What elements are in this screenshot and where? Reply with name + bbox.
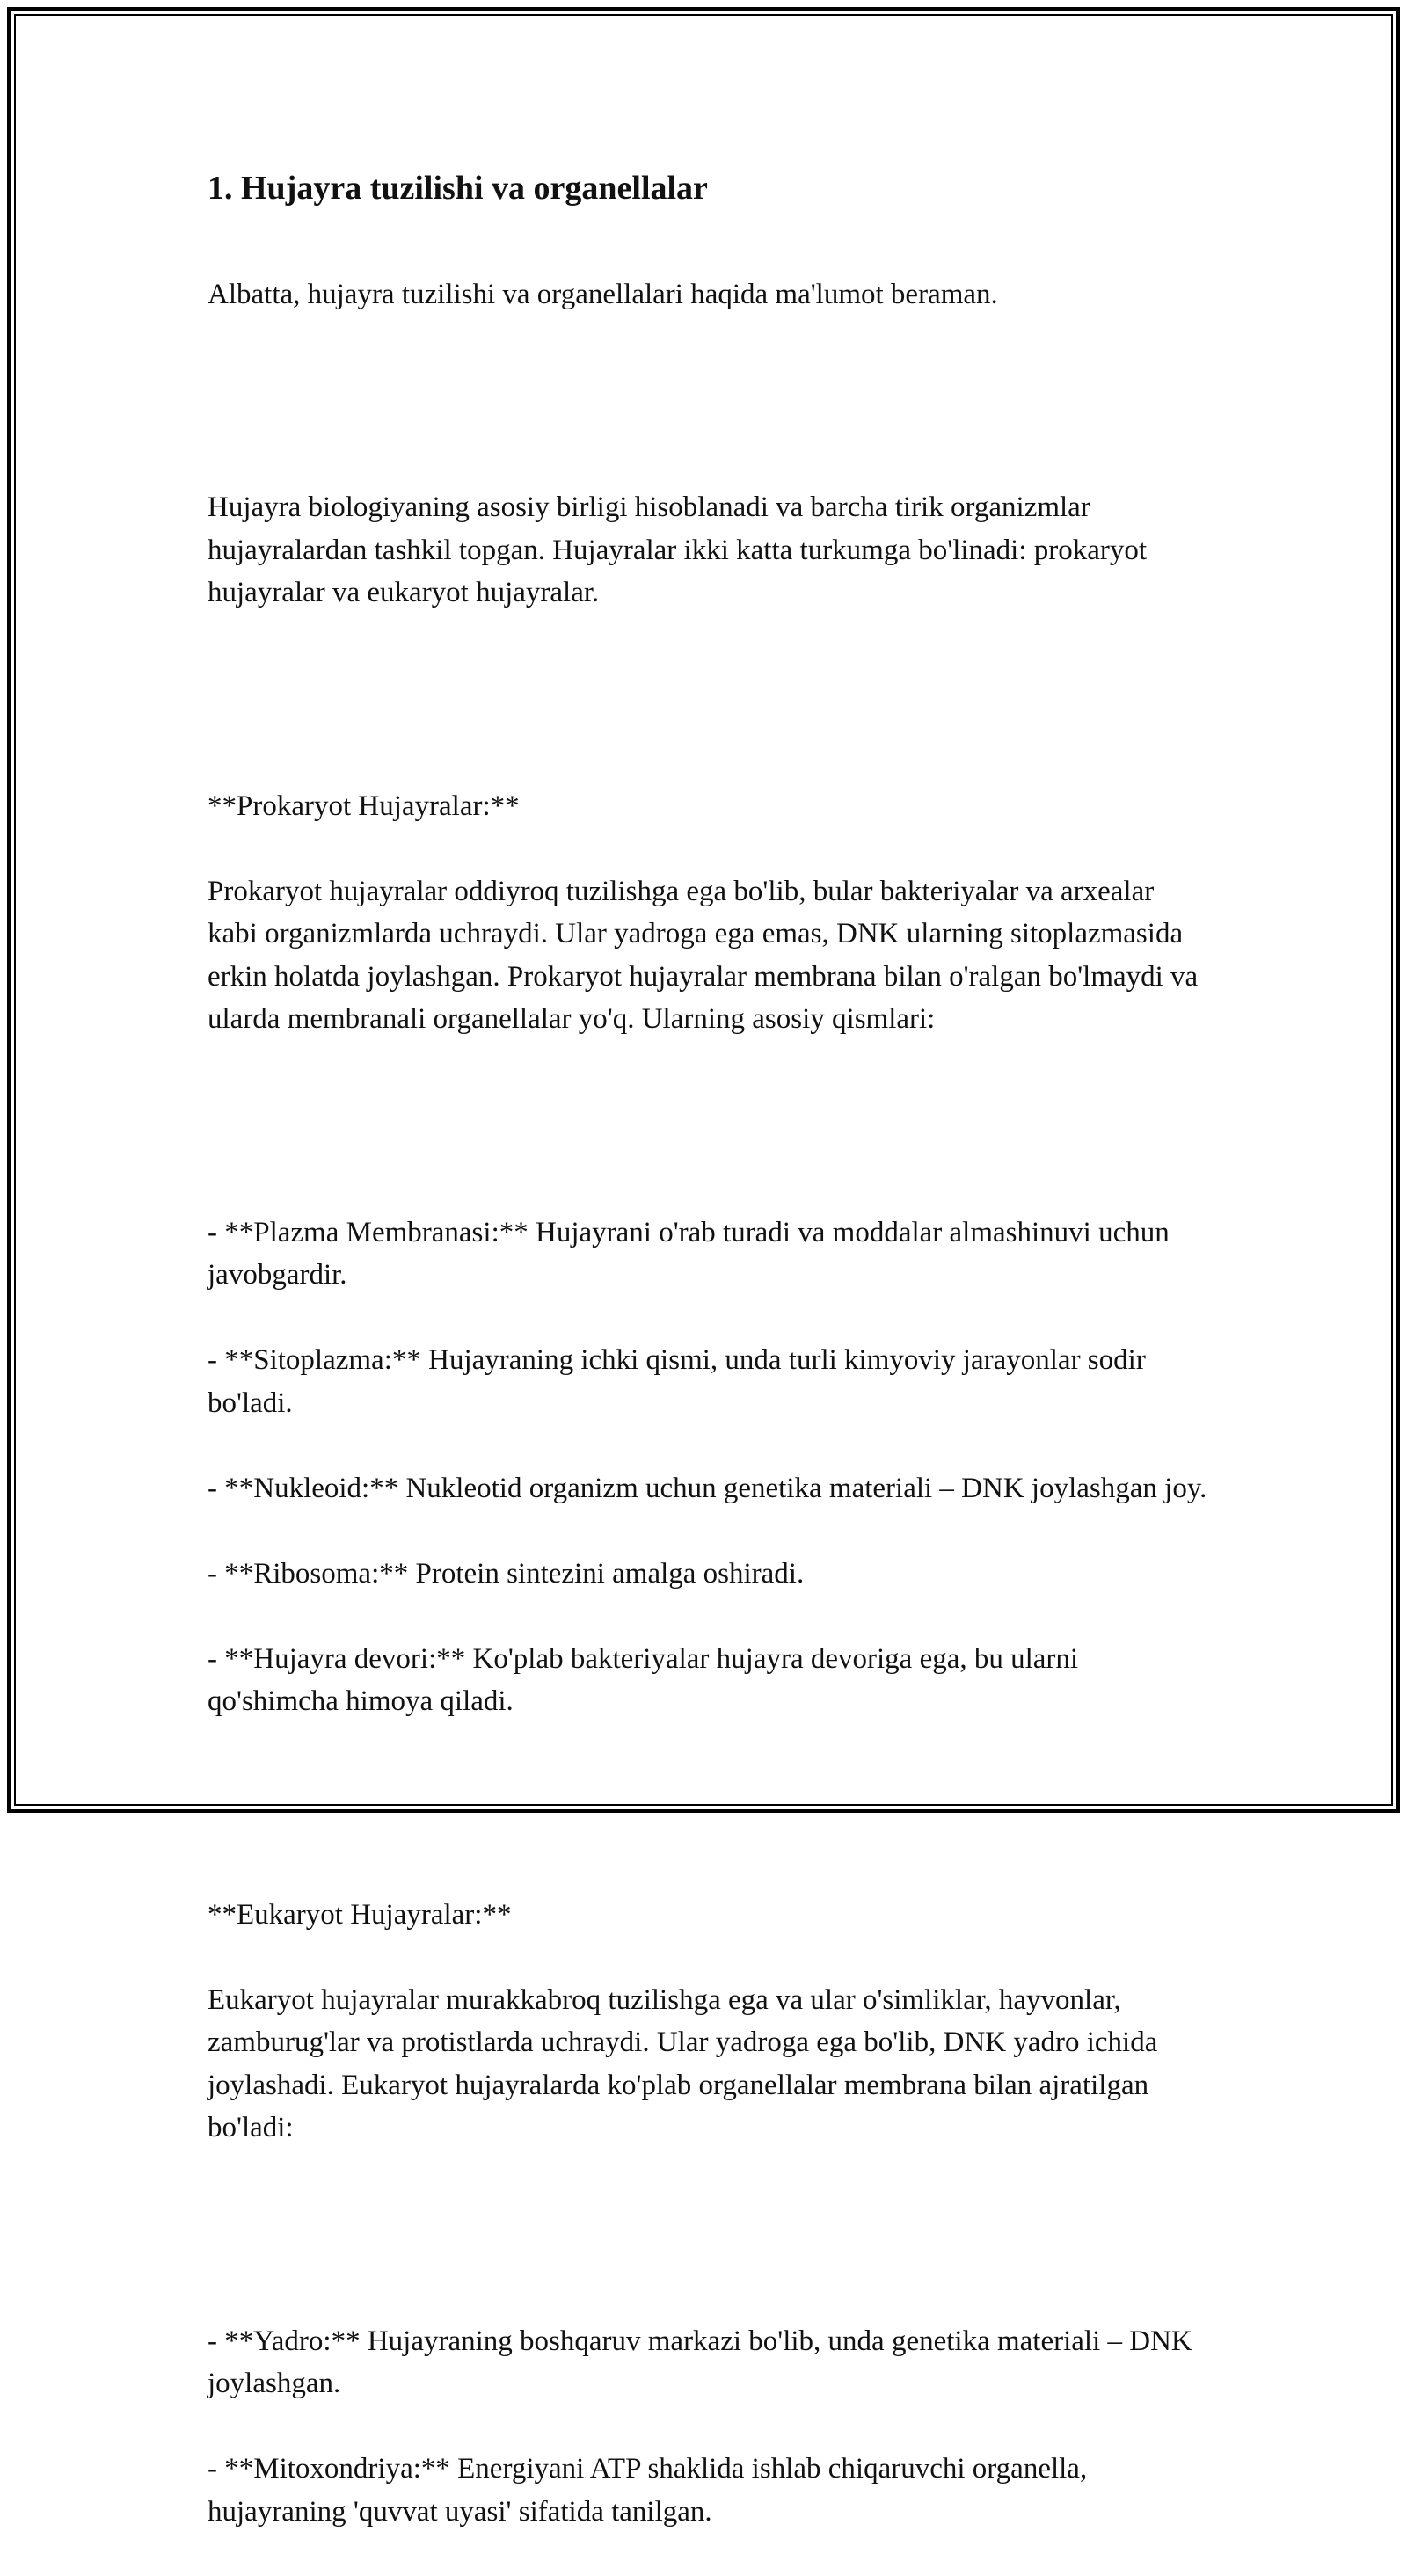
list-item: - **Sitoplazma:** Hujayraning ichki qismi, unda turli kimyoviy jarayonlar sodir bo'ladi.	[208, 1344, 1146, 1419]
list-item: - **Nukleoid:** Nukleotid organizm uchun genetika materiali – DNK joylashgan joy.	[208, 1472, 1207, 1504]
document-body	[208, 164, 1210, 2576]
paragraph-gap	[208, 359, 1210, 402]
paragraph-gap	[208, 657, 1210, 700]
prokaryot-heading: **Prokaryot Hujayralar:**	[208, 790, 520, 822]
paragraph-gap	[208, 2192, 1210, 2235]
list-item: - **Hujayra devori:** Ko'plab bakteriyalar hujayra devoriga ega, bu ularni qo'shimcha himoya qiladi.	[208, 1642, 1079, 1717]
overview-paragraph: Hujayra biologiyaning asosiy birligi hisoblanadi va barcha tirik organizmlar hujayralardan tashkil topgan. Hujayralar ikki katta turkumga bo'linadi: prokaryot hujayralar va eukaryot hujayralar.	[208, 491, 1148, 608]
prokaryot-description: Prokaryot hujayralar oddiyroq tuzilishga ega bo'lib, bular bakteriyalar va arxealar kabi organizmlarda uchraydi. Ular yadroga ega emas, DNK ularning sitoplazmasida erkin holatda joylashgan. Prokaryot hujayralar membrana bilan o'ralgan bo'lmaydi va ularda membranali organellalar yo'q. Ularning asosiy qismlari:	[208, 875, 1199, 1035]
paragraph-gap	[208, 1083, 1210, 1126]
list-item: - **Mitoxondriya:** Energiyani ATP shaklida ishlab chiqaruvchi organella, hujayraning 'quvvat uyasi' sifatida tanilgan.	[208, 2453, 1088, 2528]
intro-paragraph: Albatta, hujayra tuzilishi va organellalari haqida ma'lumot beraman.	[208, 278, 998, 310]
eukaryot-heading: **Eukaryot Hujayralar:**	[208, 1898, 512, 1931]
eukaryot-description: Eukaryot hujayralar murakkabroq tuzilishga ega va ular o'simliklar, hayvonlar, zamburug'lar va protistlarda uchraydi. Ular yadroga ega bo'lib, DNK yadro ichida joylashadi. Eukaryot hujayralarda ko'plab organellalar membrana bilan ajratilgan bo'ladi:	[208, 1983, 1158, 2143]
paragraph-gap	[208, 1765, 1210, 1808]
list-item: - **Plazma Membranasi:** Hujayrani o'rab turadi va moddalar almashinuvi uchun javobgardir.	[208, 1216, 1170, 1291]
list-item: - **Yadro:** Hujayraning boshqaruv markazi bo'lib, unda genetika materiali – DNK joylashgan.	[208, 2325, 1192, 2399]
list-item: - **Ribosoma:** Protein sintezini amalga oshiradi.	[208, 1557, 805, 1590]
document-text	[208, 230, 1210, 2576]
document-title: 1. Hujayra tuzilishi va organellalar	[208, 170, 708, 207]
